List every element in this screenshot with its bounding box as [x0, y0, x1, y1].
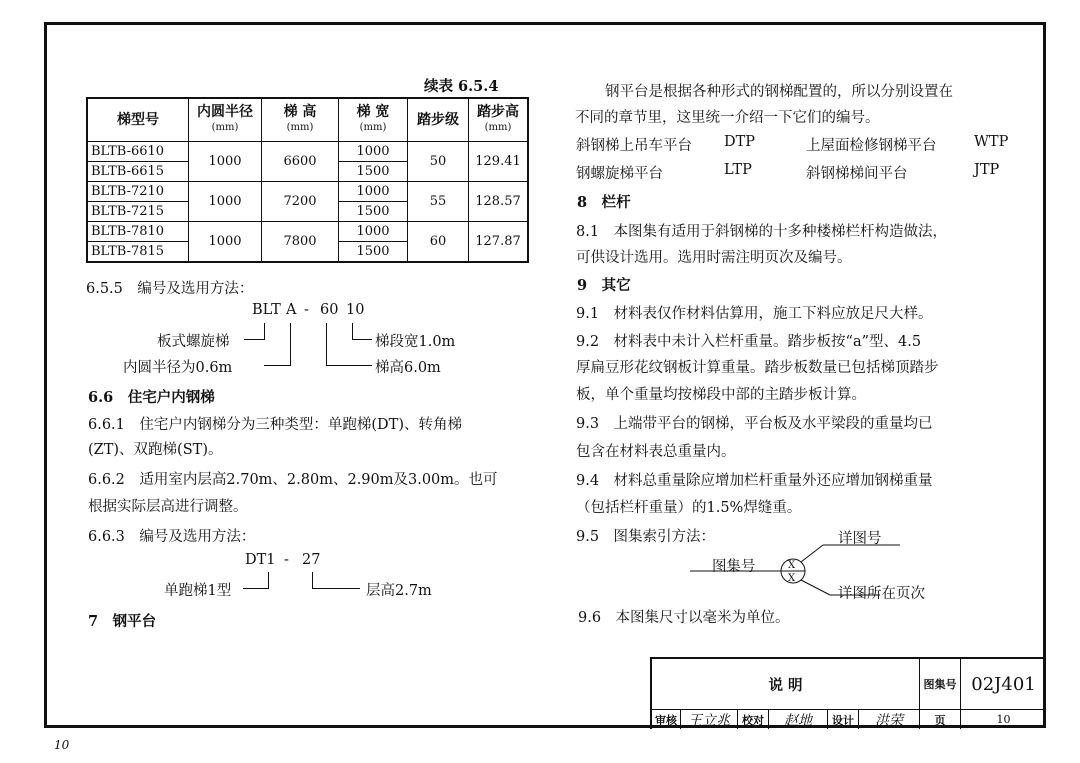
table-row: BLTB-6610 1000 6600 1000 50 129.41: [87, 142, 528, 162]
code-name: 上屋面检修钢梯平台: [806, 138, 937, 154]
heading-7: 7 钢平台: [88, 613, 157, 630]
check-label: 校对: [738, 710, 769, 729]
para: 6.6.1 住宅户内钢梯分为三种类型：单跑梯(DT)、转角梯: [88, 417, 463, 433]
para: 板，单个重量均按梯段中部的主踏步板计算。: [576, 387, 866, 403]
para: 9.4 材料总重量除应增加栏杆重量外还应增加钢梯重量: [576, 473, 933, 489]
col-header: 梯 宽 (mm): [339, 98, 408, 142]
code-label: 单跑梯1型: [164, 583, 232, 599]
code-label: 内圆半径为0.6m: [123, 360, 233, 376]
page-number: 10: [54, 738, 70, 752]
table-caption: 续表 6.5.4: [424, 78, 499, 95]
col-header: 内圆半径 (mm): [189, 98, 262, 142]
code-value: WTP: [974, 134, 1009, 150]
code-part: 60: [320, 302, 339, 318]
index-x-top: X: [788, 560, 796, 571]
para: 不同的章节里，这里统一介绍一下它们的编号。: [575, 110, 880, 126]
code-name: 钢螺旋梯平台: [576, 166, 663, 182]
col-header: 梯型号: [87, 98, 189, 142]
col-header: 踏步高 (mm): [469, 98, 529, 142]
para: 厚扁豆形花纹钢板计算重量。踏步板数量已包括梯顶踏步: [576, 360, 939, 376]
para: 9.1 材料表仅作材料估算用，施工下料应放足尺大样。: [576, 306, 933, 322]
design-label: 设计: [828, 710, 859, 729]
review-signature: 王立兆: [681, 710, 738, 729]
code-part: 27: [302, 552, 321, 568]
para: 包含在材料表总重量内。: [576, 444, 736, 460]
atlas-number: 02J401: [961, 659, 1046, 710]
design-signature: 洪荣: [859, 710, 920, 729]
code-part: 10: [346, 302, 365, 318]
para: 6.6.2 适用室内层高2.70m、2.80m、2.90m及3.00m。也可: [88, 472, 498, 488]
para: 钢平台是根据各种形式的钢梯配置的，所以分别设置在: [605, 84, 953, 100]
title-block: [650, 657, 1046, 729]
table-row: BLTB-7215 1500: [87, 202, 528, 222]
para: 可供设计选用。选用时需注明页次及编号。: [576, 250, 852, 266]
para: 9.3 上端带平台的钢梯，平台板及水平梁段的重量均已: [576, 416, 933, 432]
code-value: DTP: [724, 134, 756, 150]
code-name: 斜钢梯梯间平台: [806, 166, 908, 182]
review-label: 审核: [652, 710, 681, 729]
code-label: 板式螺旋梯: [157, 334, 230, 350]
code-value: JTP: [974, 162, 1000, 178]
index-x-bottom: X: [788, 573, 796, 584]
index-label: 详图号: [838, 531, 882, 547]
code-part: BLT: [252, 302, 281, 318]
code-label: 层高2.7m: [366, 583, 432, 599]
code-part: DT1: [245, 552, 276, 568]
para: 9.6 本图集尺寸以毫米为单位。: [578, 610, 790, 626]
index-label: 图集号: [712, 559, 756, 575]
code-part: -: [304, 302, 309, 318]
section-6-6-3: 6.6.3 编号及选用方法：: [88, 529, 256, 545]
table-row: BLTB-7815 1500: [87, 242, 528, 263]
page-label: 页: [920, 710, 961, 729]
code-part: -: [284, 552, 289, 568]
code-name: 斜钢梯上吊车平台: [576, 138, 692, 154]
heading-8: 8 栏杆: [577, 194, 631, 211]
table-row: BLTB-7210 1000 7200 1000 55 128.57: [87, 182, 528, 202]
heading-6-6: 6.6 住宅户内钢梯: [88, 389, 215, 406]
code-label: 梯段宽1.0m: [375, 334, 456, 350]
code-label: 梯高6.0m: [375, 360, 441, 376]
index-label: 详图所在页次: [838, 586, 925, 602]
col-header: 踏步级: [408, 98, 469, 142]
para: 根据实际层高进行调整。: [88, 499, 248, 515]
page-number-cell: 10: [996, 713, 1011, 726]
drawing-title: 说 明: [652, 659, 920, 710]
table-row: BLTB-6615 1500: [87, 162, 528, 182]
para: 9.2 材料表中未计入栏杆重量。踏步板按“a”型、4.5: [576, 334, 922, 350]
code-value: LTP: [724, 162, 752, 178]
table-row: BLTB-7810 1000 7800 1000 60 127.87: [87, 222, 528, 242]
heading-9: 9 其它: [577, 277, 631, 294]
check-signature: 赵地: [769, 710, 828, 729]
para: 9.5 图集索引方法：: [576, 529, 716, 545]
spec-table: [86, 97, 529, 263]
code-part: A: [286, 302, 297, 318]
para: (ZT)、双跑梯(ST)。: [88, 442, 223, 458]
col-header: 梯 高 (mm): [262, 98, 339, 142]
atlas-label: 图集号: [920, 659, 961, 710]
section-6-5-5: 6.5.5 编号及选用方法：: [86, 281, 254, 297]
para: 8.1 本图集有适用于斜钢梯的十多种楼梯栏杆构造做法，: [576, 224, 948, 240]
para: （包括栏杆重量）的1.5%焊缝重。: [576, 500, 802, 516]
